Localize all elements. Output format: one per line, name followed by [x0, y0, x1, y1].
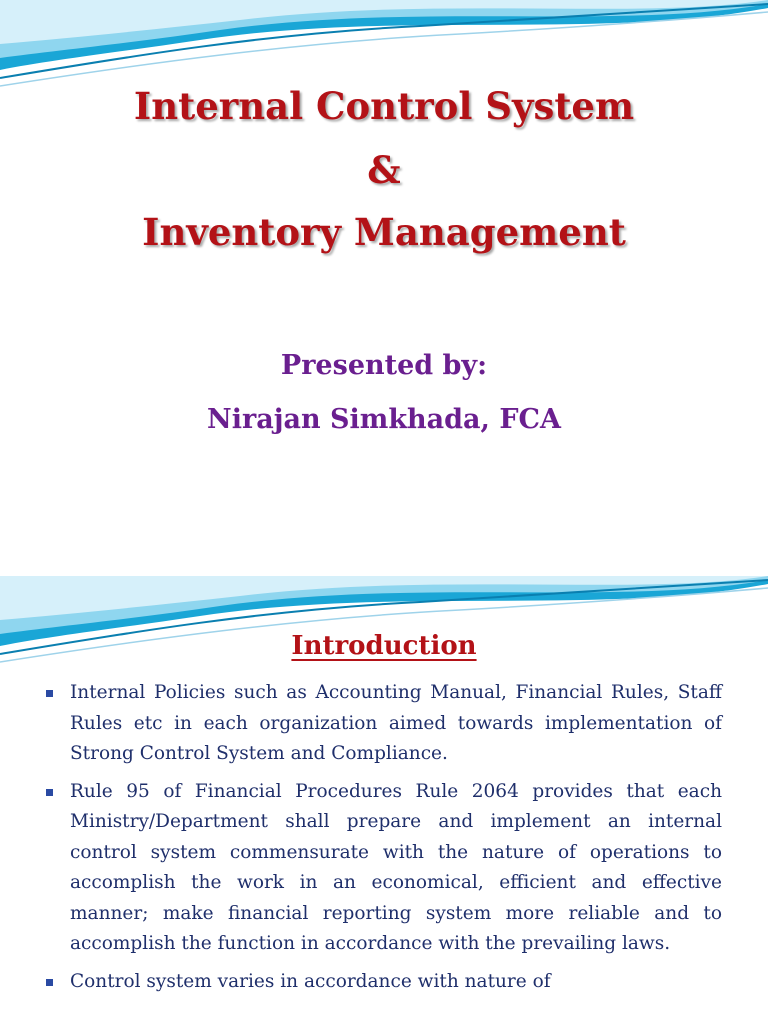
- presented-by-label: Presented by:: [280, 350, 488, 381]
- square-bullet-icon: [46, 979, 53, 986]
- square-bullet-icon: [46, 789, 53, 796]
- bullet-item: [44, 967, 722, 998]
- bullet-text: Internal Policies such as Accounting Manual, Financial Rules, Staff Rules etc in each organization aimed towards implementation of Strong Control System and Compliance.: [70, 682, 722, 764]
- title-line-3: Inventory Management: [142, 210, 626, 254]
- bullet-list: [44, 678, 722, 1004]
- square-bullet-icon: [46, 690, 53, 697]
- title-line-2: &: [367, 148, 401, 192]
- bullet-item: [44, 777, 722, 960]
- slide-introduction: [0, 576, 768, 1024]
- presenter-name: Nirajan Simkhada, FCA: [207, 404, 561, 435]
- title-line-1: Internal Control System: [133, 84, 635, 128]
- bullet-item: [44, 678, 722, 770]
- section-heading: Introduction: [291, 631, 477, 661]
- bullet-text: Rule 95 of Financial Procedures Rule 2064 provides that each Ministry/Department shall prepare and implement an internal control system commensurate with the nature of operations to accomplish the work in an economical, efficient and effective manner; make financial reporting system more reliable and to accomplish the function in accordance with the prevailing laws.: [70, 780, 722, 954]
- wave-banner-decoration: [0, 0, 768, 90]
- bullet-text: Control system varies in accordance with nature of: [70, 970, 551, 992]
